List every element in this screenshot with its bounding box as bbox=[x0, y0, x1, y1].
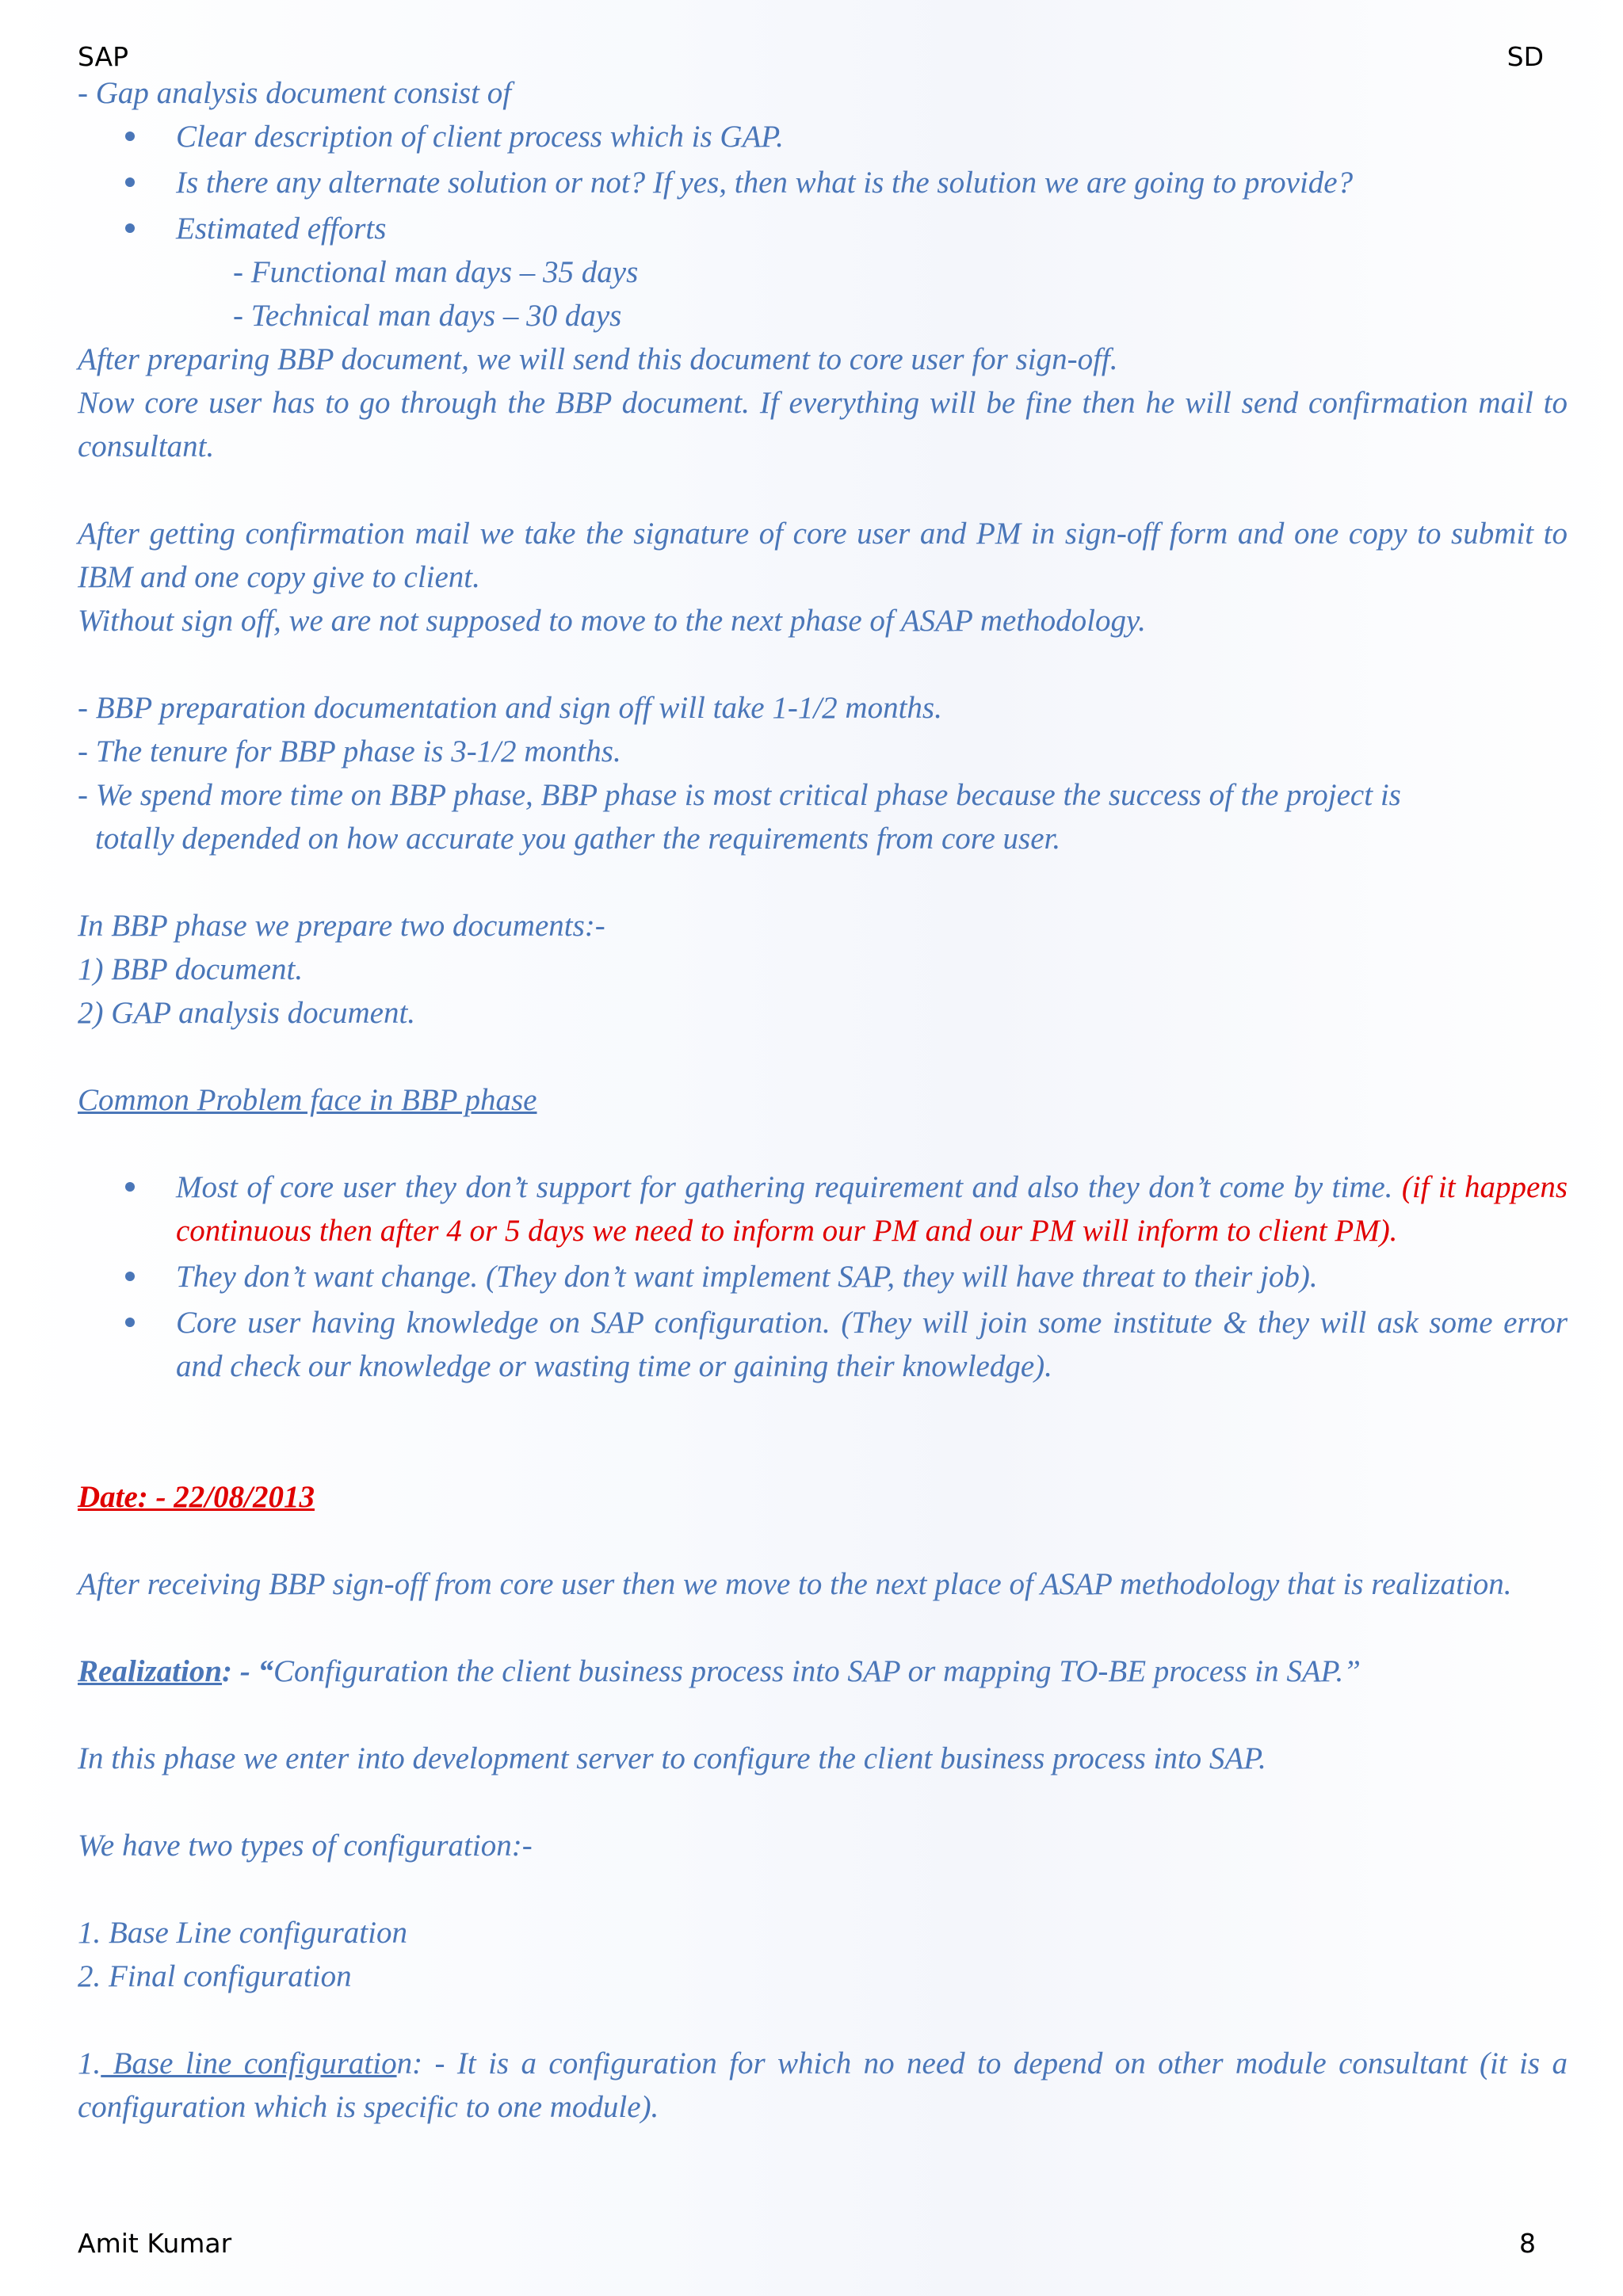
bullet-icon bbox=[125, 1182, 135, 1192]
bbp-note-3: - We spend more time on BBP phase, BBP phase is most critical phase because the success of the project is bbox=[78, 778, 1401, 812]
signoff-paragraph-4: Without sign off, we are not supposed to move to the next phase of ASAP methodology. bbox=[78, 604, 1146, 638]
realization-term: Realization bbox=[78, 1654, 223, 1688]
baseline-config-paragraph: 1. Base line configuration: - It is a configuration for which no need to depend on other module consultant (it is a configuration which is specific to one module). bbox=[78, 2046, 1568, 2124]
header-right: SD bbox=[1507, 41, 1544, 72]
gap-doc-bullets bbox=[78, 115, 1568, 250]
realization-sep: : - “ bbox=[222, 1654, 274, 1688]
config-type-item: 2. Final configuration bbox=[78, 1959, 352, 1993]
signoff-paragraph-1: After preparing BBP document, we will send this document to core user for sign-off. bbox=[78, 342, 1118, 376]
gap-doc-intro: - Gap analysis document consist of bbox=[78, 76, 512, 110]
list-item: Most of core user they don’t support for gathering requirement and also they don’t come by time. (if it happens continuous then after 4 or 5 days we need to inform our PM and our PM will inform to client PM). bbox=[78, 1165, 1568, 1253]
date-heading: Date: - 22/08/2013 bbox=[78, 1480, 315, 1514]
list-item: Is there any alternate solution or not? If yes, then what is the solution we are going to provide? bbox=[78, 161, 1568, 204]
realization-definition-text: Configuration the client business process into SAP or mapping TO-BE process in SAP.” bbox=[273, 1654, 1361, 1688]
bullet-icon bbox=[125, 223, 135, 233]
bullet-icon bbox=[125, 132, 135, 141]
signoff-paragraph-2: Now core user has to go through the BBP document. If everything will be fine then he will send confirmation mail to consultant. bbox=[78, 386, 1568, 463]
bbp-note-1: - BBP preparation documentation and sign off will take 1-1/2 months. bbox=[78, 691, 942, 725]
footer-author: Amit Kumar bbox=[78, 2228, 232, 2259]
bbp-document-item: 1) BBP document. bbox=[78, 952, 304, 986]
bbp-note-2: - The tenure for BBP phase is 3-1/2 months. bbox=[78, 734, 621, 769]
problems-heading: Common Problem face in BBP phase bbox=[78, 1083, 537, 1117]
bullet-icon bbox=[125, 177, 135, 187]
functional-effort: - Functional man days – 35 days bbox=[233, 255, 639, 289]
list-item: Estimated efforts bbox=[78, 207, 1568, 250]
page-number: 8 bbox=[1519, 2228, 1536, 2259]
bbp-document-item: 2) GAP analysis document. bbox=[78, 996, 416, 1030]
config-type-item: 1. Base Line configuration bbox=[78, 1916, 407, 1950]
realization-intro: After receiving BBP sign-off from core user then we move to the next place of ASAP methodology that is realization. bbox=[78, 1567, 1512, 1601]
realization-phase-text: In this phase we enter into development server to configure the client business process into SAP. bbox=[78, 1741, 1266, 1775]
bbp-documents-intro: In BBP phase we prepare two documents:- bbox=[78, 909, 605, 943]
baseline-config-term: Base line configuratio bbox=[101, 2046, 397, 2081]
header-left: SAP bbox=[78, 41, 129, 72]
realization-definition bbox=[78, 1650, 1568, 1693]
technical-effort: - Technical man days – 30 days bbox=[233, 299, 622, 333]
list-item: They don’t want change. (They don’t want implement SAP, they will have threat to their job). bbox=[78, 1255, 1568, 1299]
list-item: Core user having knowledge on SAP configuration. (They will join some institute & they will ask some error and check our knowledge or wasting time or gaining their knowledge). bbox=[78, 1301, 1568, 1388]
bullet-icon bbox=[125, 1318, 135, 1327]
document-body bbox=[78, 71, 1568, 2129]
list-item: Clear description of client process which is GAP. bbox=[78, 115, 1568, 158]
config-types-intro: We have two types of configuration:- bbox=[78, 1829, 533, 1863]
problem-escalation-note: (if it happens continuous then after 4 or 5 days we need to inform our PM and our PM will inform to client PM). bbox=[176, 1170, 1568, 1248]
bullet-icon bbox=[125, 1272, 135, 1281]
bbp-note-3-cont: totally depended on how accurate you gather the requirements from core user. bbox=[95, 822, 1061, 856]
problems-list bbox=[78, 1165, 1568, 1388]
signoff-paragraph-3: After getting confirmation mail we take the signature of core user and PM in sign-off form and one copy to submit to IBM and one copy give to client. bbox=[78, 517, 1568, 594]
